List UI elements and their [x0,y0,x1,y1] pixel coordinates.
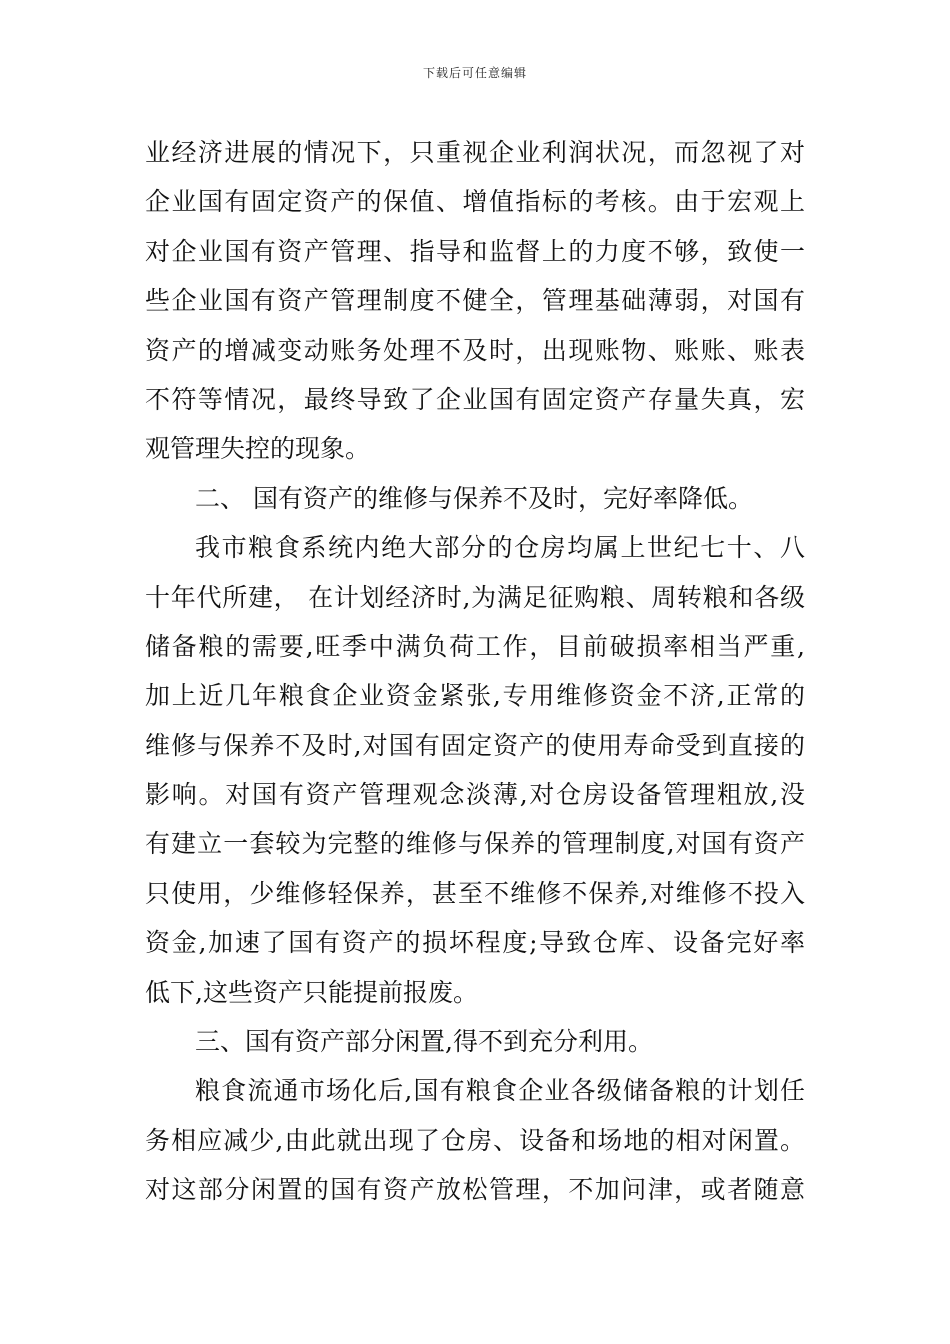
text-line: 业经济进展的情况下，只重视企业利润状况，而忽视了对 [145,138,805,167]
text-line: 不符等情况，最终导致了企业国有固定资产存量失真，宏 [145,384,805,414]
text-line: 粮食流通市场化后,国有粮食企业各级储备粮的计划任 [195,1076,805,1106]
text-line: 我市粮食系统内绝大部分的仓房均属上世纪七十、八 [195,533,805,563]
text-line: 有建立一套较为完整的维修与保养的管理制度,对国有资产 [145,829,805,859]
text-line: 影响。对国有资产管理观念淡薄,对仓房设备管理粗放,没 [145,780,805,810]
text-line: 观管理失控的现象。 [145,434,371,464]
text-line: 企业国有固定资产的保值、增值指标的考核。由于宏观上 [145,187,805,217]
text-line: 务相应减少,由此就出现了仓房、设备和场地的相对闲置。 [145,1125,805,1155]
text-line: 十年代所建， 在计划经济时,为满足征购粮、周转粮和各级 [145,582,805,612]
text-line: 维修与保养不及时,对国有固定资产的使用寿命受到直接的 [145,730,805,760]
text-line: 对这部分闲置的国有资产放松管理，不加问津，或者随意 [145,1175,805,1205]
text-line: 加上近几年粮食企业资金紧张,专用维修资金不济,正常的 [145,681,805,711]
text-line: 些企业国有资产管理制度不健全，管理基础薄弱，对国有 [145,286,805,316]
text-line: 三、国有资产部分闲置,得不到充分利用。 [195,1027,653,1057]
text-line: 低下,这些资产只能提前报废。 [145,977,478,1007]
text-line: 资产的增减变动账务处理不及时，出现账物、账账、账表 [145,335,805,365]
document-body [145,128,805,1215]
text-line: 二、 国有资产的维修与保养不及时，完好率降低。 [195,483,753,513]
page-header: 下载后可任意编辑 [422,66,527,80]
text-line: 只使用，少维修轻保养，甚至不维修不保养,对维修不投入 [145,878,805,908]
text-line: 资金,加速了国有资产的损坏程度;导致仓库、设备完好率 [145,928,805,958]
text-line: 对企业国有资产管理、指导和监督上的力度不够，致使一 [145,236,805,266]
text-line: 储备粮的需要,旺季中满负荷工作，目前破损率相当严重, [145,631,805,661]
